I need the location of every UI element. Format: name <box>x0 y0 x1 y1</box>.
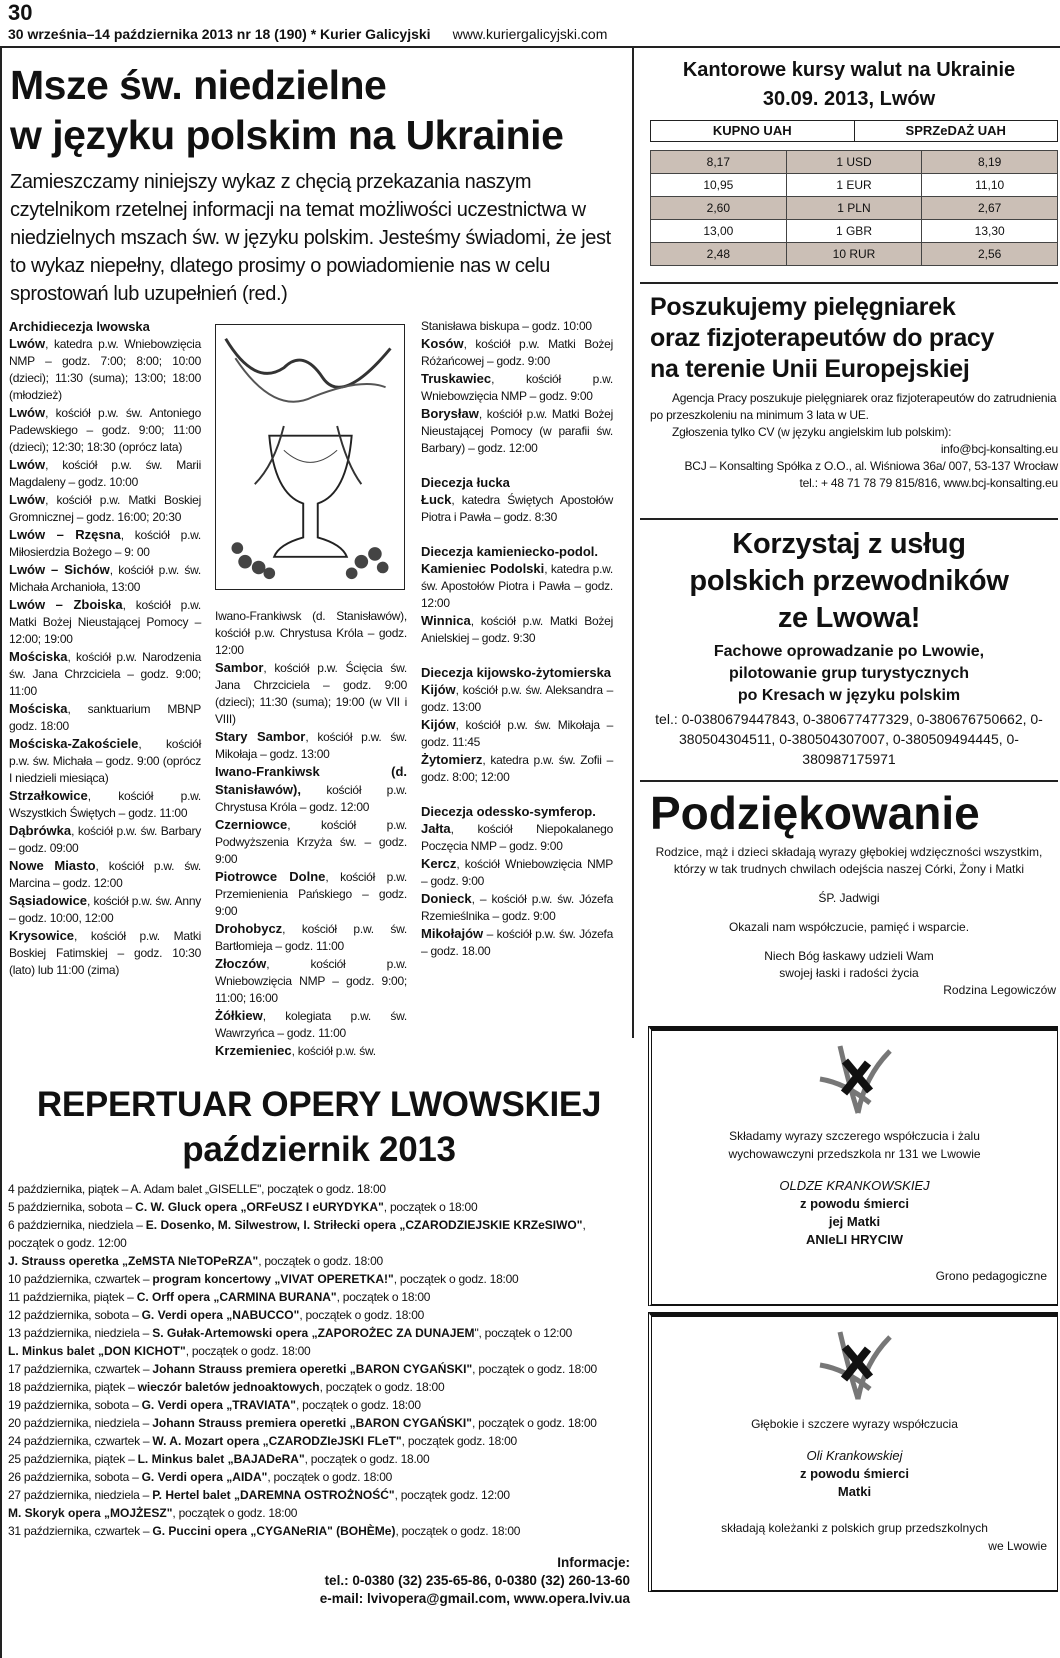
opera-entry <box>8 1360 630 1378</box>
mass-entry <box>9 735 201 787</box>
mass-details: , katedra Świętych Apostołów Piotra i Pawła – godz. 8:30 <box>421 493 613 524</box>
mass-details: – kościół p.w. św. Józefa – godz. 18.00 <box>421 927 613 958</box>
guides-title <box>640 526 1058 637</box>
cross-fern-icon <box>810 1327 900 1407</box>
exchange-title <box>640 56 1058 114</box>
entry-time: , początek o godz. 12:00 <box>8 1218 586 1250</box>
entry-title: E. Dosenko, M. Silwestrow, I. Striłecki opera „CZARODZIEJSKIE KRZeSIWO" <box>145 1218 583 1232</box>
condolence-signature: Grono pedagogiczne <box>935 1269 1047 1283</box>
opera-entry <box>8 1180 630 1198</box>
mass-location: Donieck <box>421 891 472 906</box>
entry-time: ", początek o 12:00 <box>474 1326 573 1340</box>
title-line: Kantorowe kursy walut na Ukrainie <box>682 59 1016 81</box>
entry-title: G. Verdi opera „NABUCCO" <box>141 1308 300 1322</box>
mass-location: Borysław <box>421 406 479 421</box>
mass-entry <box>421 751 613 786</box>
condolence-recipient: Oli Krankowskiej <box>806 1448 903 1463</box>
mass-details: , katedra p.w. św. Zofii – godz. 8:00; 12:00 <box>421 753 613 784</box>
subtitle-line: pilotowanie grup turystycznych <box>728 665 970 682</box>
entry-time: , początek o godz. 18:00 <box>471 1416 597 1430</box>
mass-details: , kolegiata p.w. św. Wawrzyńca – godz. 11:00 <box>215 1009 407 1040</box>
mass-details: , kościół p.w. Miłosierdzia Bożego – 9: 00 <box>9 528 202 559</box>
deceased-name: ANIeLI HRYCIW <box>805 1232 904 1247</box>
title-line: REPERTUAR OPERY LWOWSKIEJ <box>36 1085 602 1124</box>
mass-location: Sambor <box>215 660 264 675</box>
mass-location: Żytomierz <box>421 752 483 767</box>
condolence-notice <box>648 1026 1058 1306</box>
title-line: w języku polskim na Ukrainie <box>10 112 564 158</box>
mass-location: Kosów <box>421 336 464 351</box>
opera-entry <box>8 1288 630 1306</box>
mass-location: Nowe Miasto <box>9 858 96 873</box>
opera-entry <box>8 1504 630 1522</box>
entry-title: M. Skoryk opera „MOJŻESZ" <box>8 1506 173 1520</box>
mass-entry <box>9 648 201 700</box>
exchange-cell: 2,67 <box>922 197 1058 220</box>
opera-entry <box>8 1342 630 1360</box>
mass-location: Winnica <box>421 613 471 628</box>
opera-entry <box>8 1432 630 1450</box>
mass-location: Krzemieniec <box>215 1043 292 1058</box>
exchange-cell: 8,19 <box>922 151 1058 174</box>
entry-time: , początek o godz. 18:00 <box>395 1524 521 1538</box>
job-email[interactable]: info@bcj-konsalting.eu <box>940 442 1058 456</box>
entry-date: 31 października, czwartek – <box>8 1524 153 1538</box>
thanks-text: swojej łaski i radości życia <box>779 966 919 980</box>
opera-entry <box>8 1450 630 1468</box>
mass-location: Iwano-Frankiwsk (d. Stanisławów), <box>215 764 407 797</box>
mass-location: Krysowice <box>9 928 75 943</box>
entry-title: G. Verdi opera „TRAVIATA" <box>141 1398 296 1412</box>
entry-title: J. Strauss operetka „ZeMSTA NIeTOPeRZA" <box>8 1254 259 1268</box>
mass-details: , kościół p.w. św. Antoniego Padewskiego – godz. 9:00; 11:00 (dzieci); 12:30; 18:30 (oprócz lata) <box>9 406 201 454</box>
entry-time: , początek o godz. 18:00 <box>472 1362 597 1376</box>
mass-entry <box>215 1042 407 1060</box>
mass-entry <box>9 787 201 822</box>
opera-entry <box>8 1252 630 1270</box>
mass-entry <box>421 370 613 405</box>
title-line: na terenie Unii Europejskiej <box>650 355 970 383</box>
entry-time: , początek o godz. 18:00 <box>185 1344 311 1358</box>
mass-details: , kościół p.w. Ścięcia św. Jana Chrzciciela – godz. 9:00 (dzieci); 11:30 (suma); 19:00 (w VII i VIII) <box>215 661 407 726</box>
opera-entry <box>8 1414 630 1432</box>
mass-location: Lwów <box>9 457 46 472</box>
entry-time: , początek godz. 18:00 <box>401 1434 517 1448</box>
mass-details: , kościół Wniebowzięcia NMP – godz. 9:00 <box>421 857 613 888</box>
mass-location: Mościska-Zakościele <box>9 736 139 751</box>
mass-entry <box>215 816 407 868</box>
mass-entry <box>9 700 201 735</box>
mass-details: , kościół p.w. Matki Boskiej Gromnicznej – godz. 16:00; 20:30 <box>9 493 201 524</box>
opera-entry <box>8 1270 630 1288</box>
exchange-cell: 10 RUR <box>786 243 922 266</box>
exchange-cell: 1 PLN <box>786 197 922 220</box>
mass-details: , kościół Niepokalanego Poczęcia NMP – godz. 9:00 <box>421 822 613 853</box>
entry-date: 13 października, niedziela – <box>8 1326 153 1340</box>
info-label: Informacje: <box>557 1555 630 1570</box>
thanks-name: ŚP. Jadwigi <box>818 891 880 905</box>
mass-details: , katedra p.w. św. Apostołów Piotra i Pawła – godz. 12:00 <box>421 562 614 610</box>
mass-entry <box>9 335 201 404</box>
thanks-body <box>640 844 1058 999</box>
entry-time: , początek o godz. 18:00 <box>319 1380 445 1394</box>
entry-title: W. A. Mozart opera „CZARODZIeJSKI FLeT" <box>152 1434 402 1448</box>
diocese-heading: Diecezja odessko-symferop. <box>421 804 596 819</box>
opera-entry <box>8 1324 630 1342</box>
issue-info: 30 września–14 października 2013 nr 18 (190) * Kurier Galicyjski <box>8 26 431 42</box>
masses-column-1 <box>9 318 201 1060</box>
diocese-heading: Archidiecezja lwowska <box>9 319 150 334</box>
mass-location: Żółkiew <box>215 1008 263 1023</box>
entry-time: , początek o 18:00 <box>383 1200 478 1214</box>
exchange-cell: 1 EUR <box>786 174 922 197</box>
entry-title: L. Minkus balet „BAJADeRA" <box>137 1452 305 1466</box>
diocese-heading: Diecezja kijowsko-żytomierska <box>421 665 612 680</box>
mass-details: Stanisława biskupa – godz. 10:00 <box>421 319 592 333</box>
exchange-row <box>651 174 1058 197</box>
entry-date: 20 października, niedziela – <box>8 1416 153 1430</box>
masses-columns <box>8 318 630 1060</box>
mass-details: , – kościół p.w. św. Józefa Rzemieślnika – godz. 9:00 <box>421 892 613 923</box>
exchange-row <box>651 151 1058 174</box>
mass-location: Dąbrówka <box>9 823 72 838</box>
opera-repertoire <box>8 1082 630 1608</box>
title-line: oraz fizjoterapeutów do pracy <box>650 324 995 352</box>
issue-header <box>8 26 607 42</box>
opera-entry <box>8 1468 630 1486</box>
entry-date: 26 października, sobota – <box>8 1470 142 1484</box>
exchange-cell: 1 GBR <box>786 220 922 243</box>
entry-date: 19 października, sobota – <box>8 1398 142 1412</box>
entry-date: 6 października, niedziela – <box>8 1218 146 1232</box>
title-line: Poszukujemy pielęgniarek <box>650 293 956 321</box>
info-email[interactable]: e-mail: lvivopera@gmail.com, www.opera.lviv.ua <box>319 1591 630 1606</box>
condolence-notice <box>648 1312 1058 1592</box>
opera-entry <box>8 1216 630 1252</box>
entry-title: C. Orff opera „CARMINA BURANA" <box>136 1290 337 1304</box>
mass-entry <box>421 335 613 370</box>
mass-entry <box>215 1007 407 1042</box>
entry-title: wieczór baletów jednoaktowych <box>137 1380 320 1394</box>
mass-entry <box>9 596 201 648</box>
mass-entry <box>215 608 407 659</box>
right-column <box>640 56 1058 1592</box>
mass-details: , kościół p.w. św. Marii Magdaleny – godz. 10:00 <box>9 458 201 489</box>
entry-time: , początek o godz. 18:00 <box>258 1254 383 1268</box>
entry-time: , początek o godz. 18:00 <box>267 1470 393 1484</box>
exchange-cell: 13,00 <box>651 220 787 243</box>
title-line: ze Lwowa! <box>777 602 921 634</box>
mass-entry <box>421 820 613 855</box>
condolence-recipient: OLDZE KRANKOWSKIEJ <box>779 1178 930 1193</box>
mass-details: , kościół p.w. św. <box>291 1044 376 1058</box>
mass-details: , kościół p.w. św. Aleksandra – godz. 13:00 <box>421 683 613 714</box>
job-ad <box>640 282 1058 518</box>
mass-entry <box>215 920 407 955</box>
exchange-row <box>651 220 1058 243</box>
entry-date: 18 października, piątek – <box>8 1380 138 1394</box>
exchange-row <box>651 197 1058 220</box>
condolence-signature: składają koleżanki z polskich grup przedszkolnych <box>721 1521 988 1535</box>
opera-entry <box>8 1522 630 1540</box>
mass-details: , kościół p.w. Matki Bożej Nieustającej Pomocy (w parafii św. Barbary) – godz. 12:00 <box>421 407 613 455</box>
mass-details: , kościół p.w. św. Mikołaja – godz. 13:00 <box>215 730 407 761</box>
entry-date: 5 października, sobota – <box>8 1200 136 1214</box>
mass-details: kościół p.w. Chrystusa Króla – godz. 12:00 <box>215 783 407 814</box>
opera-title <box>8 1082 630 1172</box>
mass-details: , sanktuarium MBNP godz. 18:00 <box>9 702 201 733</box>
title-line: 30.09. 2013, Lwów <box>762 88 936 110</box>
mass-location: Lwów – Sichów <box>9 562 110 577</box>
mass-entry <box>215 763 407 816</box>
mass-details: , kościół p.w. św. Barbary – godz. 09:00 <box>9 824 201 855</box>
job-title <box>650 292 1058 385</box>
mass-details: , kościół p.w. Podwyższenia Krzyża św. – godz. 9:00 <box>215 818 407 866</box>
entry-title: G. Puccini opera „CYGANeRIA" (BOHÈMe) <box>152 1524 396 1538</box>
entry-date: 17 października, czwartek – <box>8 1362 153 1376</box>
title-line: Msze św. niedzielne <box>10 62 387 108</box>
mass-entry <box>421 318 613 335</box>
guides-phones: tel.: 0-0380679447843, 0-380677477329, 0-380676750662, 0-380504304511, 0-380504307007, 0-380509494445, 0-380987175971 <box>655 711 1043 767</box>
entry-title: C. W. Gluck opera „ORFeUSZ I eURYDYKA" <box>135 1200 384 1214</box>
mass-entry <box>421 890 613 925</box>
job-contact: tel.: + 48 71 78 79 815/816, www.bcj-konsalting.eu <box>799 476 1058 490</box>
entry-title: S. Gułak-Artemowski opera „ZAPOROŻEC ZA DUNAJEM <box>152 1326 475 1340</box>
masses-column-2-wrap <box>215 318 407 1060</box>
sell-header: SPRZeDAŻ UAH <box>854 121 1058 141</box>
mass-location: Jałta <box>421 821 451 836</box>
mass-location: Strzałkowice <box>9 788 88 803</box>
mass-entry <box>9 857 201 892</box>
mass-details: , kościół p.w. św. Michała – godz. 9:00 (oprócz I niedzieli miesiąca) <box>9 737 201 785</box>
mass-location: Kercz <box>421 856 457 871</box>
mass-location: Lwów <box>9 492 46 507</box>
entry-time: , początek o 18:00 <box>336 1290 431 1304</box>
condolence-text: Składamy wyrazy szczerego współczucia i żalu <box>729 1129 980 1143</box>
exchange-row <box>651 243 1058 266</box>
opera-entry <box>8 1396 630 1414</box>
job-description: Agencja Pracy poszukuje pielęgniarek oraz fizjoterapeutów do zatrudnienia po przeszkoleniu na minimum 3 lata w UE. <box>650 391 1057 422</box>
title-line: Korzystaj z usług <box>732 528 966 560</box>
mass-details: , katedra p.w. Wniebowzięcia NMP – godz. 7:00; 8:00; 10:00 (dzieci); 11:30 (suma); 13:00; 18:00 (młodzież) <box>9 337 201 402</box>
site-url[interactable]: www.kuriergalicyjski.com <box>452 26 608 42</box>
thanks-title: Podziękowanie <box>650 787 980 839</box>
mass-details: , kościół p.w. Wszystkich Świętych – godz. 11:00 <box>9 789 201 820</box>
mass-entry <box>9 822 201 857</box>
mass-details: , kościół p.w. Wniebowzięcia NMP – godz. 9:00 <box>421 372 613 403</box>
mass-location: Łuck <box>421 492 452 507</box>
cross-fern-icon <box>810 1041 900 1121</box>
entry-title: G. Verdi opera „AIDA" <box>141 1470 268 1484</box>
exchange-cell: 2,56 <box>922 243 1058 266</box>
mass-details: , kościół p.w. św. Bartłomieja – godz. 11:00 <box>215 922 407 953</box>
page-edge <box>0 48 2 1658</box>
condolence-text: Głębokie i szczere wyrazy współczucia <box>751 1417 958 1431</box>
opera-entry <box>8 1486 630 1504</box>
mass-entry <box>9 927 201 979</box>
mass-details: , kościół p.w. Matki Boskiej Fatimskiej – godz. 10:30 (lato) lub 11:00 (zima) <box>9 929 201 977</box>
entry-time: , początek godz. 12:00 <box>394 1488 510 1502</box>
masses-intro: Zamieszczamy niniejszy wykaz z chęcią przekazania naszym czytelnikom rzetelnej informacji na temat możliwości uczestnictwa w niedzielnych mszach św. w języku polskim. Jesteśmy świadomi, że jest to wykaz niepełny, dlatego prosimy o powiadomienie nas w celu sprostowań lub uzupełnień (red.) <box>10 171 611 305</box>
mass-location: Kijów <box>421 717 456 732</box>
buy-header: KUPNO UAH <box>712 123 792 138</box>
mass-entry <box>9 491 201 526</box>
mass-details: , kościół p.w. Matki Bożej Anielskiej – godz. 9:30 <box>421 614 613 645</box>
mass-entry <box>9 561 201 596</box>
mass-entry <box>421 560 613 612</box>
exchange-cell: 13,30 <box>922 220 1058 243</box>
exchange-cell: 11,10 <box>922 174 1058 197</box>
mass-entry <box>421 612 613 647</box>
mass-details: Iwano-Frankiwsk (d. Stanisławów), kościół p.w. Chrystusa Króla – godz. 12:00 <box>215 609 407 657</box>
mass-entry <box>421 491 613 526</box>
mass-location: Piotrowce Dolne <box>215 869 326 884</box>
mass-details: , kościół p.w. Matki Bożej Nieustającej Pomocy – 12:00; 19:00 <box>9 598 201 646</box>
mass-entry <box>9 456 201 491</box>
entry-date: 11 października, piątek – <box>8 1290 137 1304</box>
entry-date: 24 października, czwartek – <box>8 1434 153 1448</box>
exchange-cell: 2,60 <box>651 197 787 220</box>
mass-location: Lwów – Rzęsna <box>9 527 121 542</box>
condolence-text: Matki <box>837 1484 872 1499</box>
condolence-text: z powodu śmierci <box>799 1466 910 1481</box>
mass-location: Lwów <box>9 336 46 351</box>
entry-date: 25 października, piątek – <box>8 1452 138 1466</box>
mass-entry <box>215 955 407 1007</box>
opera-list <box>8 1180 630 1540</box>
condolence-text: z powodu śmierci <box>799 1196 910 1211</box>
job-body <box>650 390 1058 492</box>
exchange-table <box>650 150 1058 266</box>
title-line: polskich przewodników <box>689 565 1009 597</box>
thanks-signature: Rodzina Legowiczów <box>943 983 1056 997</box>
entry-title: Johann Strauss premiera operetki „BARON CYGAŃSKI" <box>152 1362 473 1376</box>
mass-entry <box>421 925 613 960</box>
mass-location: Mościska <box>9 701 68 716</box>
thanks-notice <box>640 780 1058 1020</box>
exchange-cell: 2,48 <box>651 243 787 266</box>
job-address: BCJ – Konsalting Spółka z O.O., al. Wiśniowa 36a/ 007, 53-137 Wrocław <box>684 459 1058 473</box>
exchange-header <box>650 120 1058 142</box>
mass-details: , kościół p.w. św. Marcina – godz. 12:00 <box>9 859 201 890</box>
thanks-text: Rodzice, mąż i dzieci składają wyrazy głębokiej wdzięczności wszystkim, którzy w tak trudnych chwilach odejścia naszej Córki, Żony i Matki <box>655 845 1043 876</box>
mass-location: Mościska <box>9 649 68 664</box>
entry-date: 4 października, piątek – A. Adam balet „GISELLE", początek o godz. 18:00 <box>8 1182 386 1196</box>
mass-entry <box>421 716 613 751</box>
entry-title: L. Minkus balet „DON KICHOT" <box>8 1344 186 1358</box>
thanks-text: Okazali nam współczucie, pamięć i wsparcie. <box>728 920 970 934</box>
exchange-cell: 10,95 <box>651 174 787 197</box>
left-column <box>8 60 630 1608</box>
header-rule <box>0 46 1060 48</box>
condolence-signature: we Lwowie <box>988 1539 1047 1553</box>
entry-title: program koncertowy „VIVAT OPERETKA!" <box>152 1272 394 1286</box>
mass-entry <box>215 868 407 920</box>
mass-location: Kamieniec Podolski <box>421 561 545 576</box>
mass-entry <box>421 855 613 890</box>
exchange-rates <box>640 56 1058 282</box>
mass-location: Stary Sambor <box>215 729 306 744</box>
chalice-illustration <box>215 324 405 590</box>
entry-time: , początek o godz. 18.00 <box>304 1452 430 1466</box>
opera-entry <box>8 1306 630 1324</box>
mass-entry <box>421 405 613 457</box>
mass-location: Lwów <box>9 405 46 420</box>
mass-details: , kościół p.w. Matki Bożej Różańcowej – godz. 9:00 <box>421 337 613 368</box>
guides-subtitle <box>640 641 1058 707</box>
diocese-heading: Diecezja łucka <box>421 475 510 490</box>
opera-info <box>8 1554 630 1608</box>
mass-details: , kościół p.w. Przemienienia Pańskiego – godz. 9:00 <box>215 870 407 918</box>
condolence-text: wychowawczyni przedszkola nr 131 we Lwowie <box>728 1147 981 1161</box>
masses-column-3 <box>421 318 613 1060</box>
exchange-cell: 8,17 <box>651 151 787 174</box>
entry-title: Johann Strauss premiera operetki „BARON CYGAŃSKI" <box>152 1416 472 1430</box>
mass-details: , kościół p.w. św. Anny – godz. 10:00, 12:00 <box>9 894 201 925</box>
entry-date: 12 października, sobota – <box>8 1308 142 1322</box>
info-phone: tel.: 0-0380 (32) 235-65-86, 0-0380 (32) 260-13-60 <box>324 1573 630 1588</box>
entry-time: , początek o godz. 18:00 <box>299 1308 425 1322</box>
entry-time: , początek o godz. 18:00 <box>172 1506 298 1520</box>
mass-location: Mikołajów <box>421 926 484 941</box>
guides-ad <box>640 518 1058 780</box>
mass-location: Sąsiadowice <box>9 893 88 908</box>
entry-date: 27 października, niedziela – <box>8 1488 153 1502</box>
mass-location: Truskawiec <box>421 371 492 386</box>
mass-details: , kościół p.w. św. Michała Archanioła, 13:00 <box>9 563 201 594</box>
masses-title <box>8 60 630 160</box>
entry-date: 10 października, czwartek – <box>8 1272 153 1286</box>
entry-time: , początek o godz. 18:00 <box>393 1272 519 1286</box>
opera-entry <box>8 1378 630 1396</box>
entry-title: P. Hertel balet „DAREMNA OSTROŻNOŚĆ" <box>152 1488 395 1502</box>
mass-entry <box>9 892 201 927</box>
mass-details: , kościół p.w. św. Mikołaja – godz. 11:45 <box>421 718 613 749</box>
mass-location: Kijów <box>421 682 456 697</box>
exchange-cell: 1 USD <box>786 151 922 174</box>
subtitle-line: po Kresach w języku polskim <box>737 687 961 704</box>
mass-details: , kościół p.w. Narodzenia św. Jana Chrzciciela – godz. 9:00; 11:00 <box>9 650 201 698</box>
mass-details: , kościół p.w. Wniebowzięcia NMP – godz. 9:00; 11:00; 16:00 <box>215 957 407 1005</box>
mass-location: Drohobycz <box>215 921 283 936</box>
thanks-text: Niech Bóg łaskawy udzieli Wam <box>764 949 934 963</box>
mass-location: Lwów – Zboiska <box>9 597 123 612</box>
opera-entry <box>8 1198 630 1216</box>
masses-column-2 <box>215 608 407 1060</box>
job-cv-note: Zgłoszenia tylko CV (w języku angielskim lub polskim): <box>672 425 952 439</box>
mass-entry <box>9 404 201 456</box>
mass-entry <box>9 526 201 561</box>
page-number: 30 <box>8 0 33 25</box>
subtitle-line: Fachowe oprowadzanie po Lwowie, <box>713 643 985 660</box>
column-divider <box>632 48 634 1038</box>
condolence-text: jej Matki <box>828 1214 881 1229</box>
mass-entry <box>421 681 613 716</box>
diocese-heading: Diecezja kamieniecko-podol. <box>421 544 599 559</box>
mass-entry <box>215 728 407 763</box>
mass-entry <box>215 659 407 728</box>
title-line: październik 2013 <box>182 1130 456 1169</box>
mass-location: Czerniowce <box>215 817 288 832</box>
mass-location: Złoczów <box>215 956 267 971</box>
entry-time: , początek o godz. 18:00 <box>295 1398 421 1412</box>
